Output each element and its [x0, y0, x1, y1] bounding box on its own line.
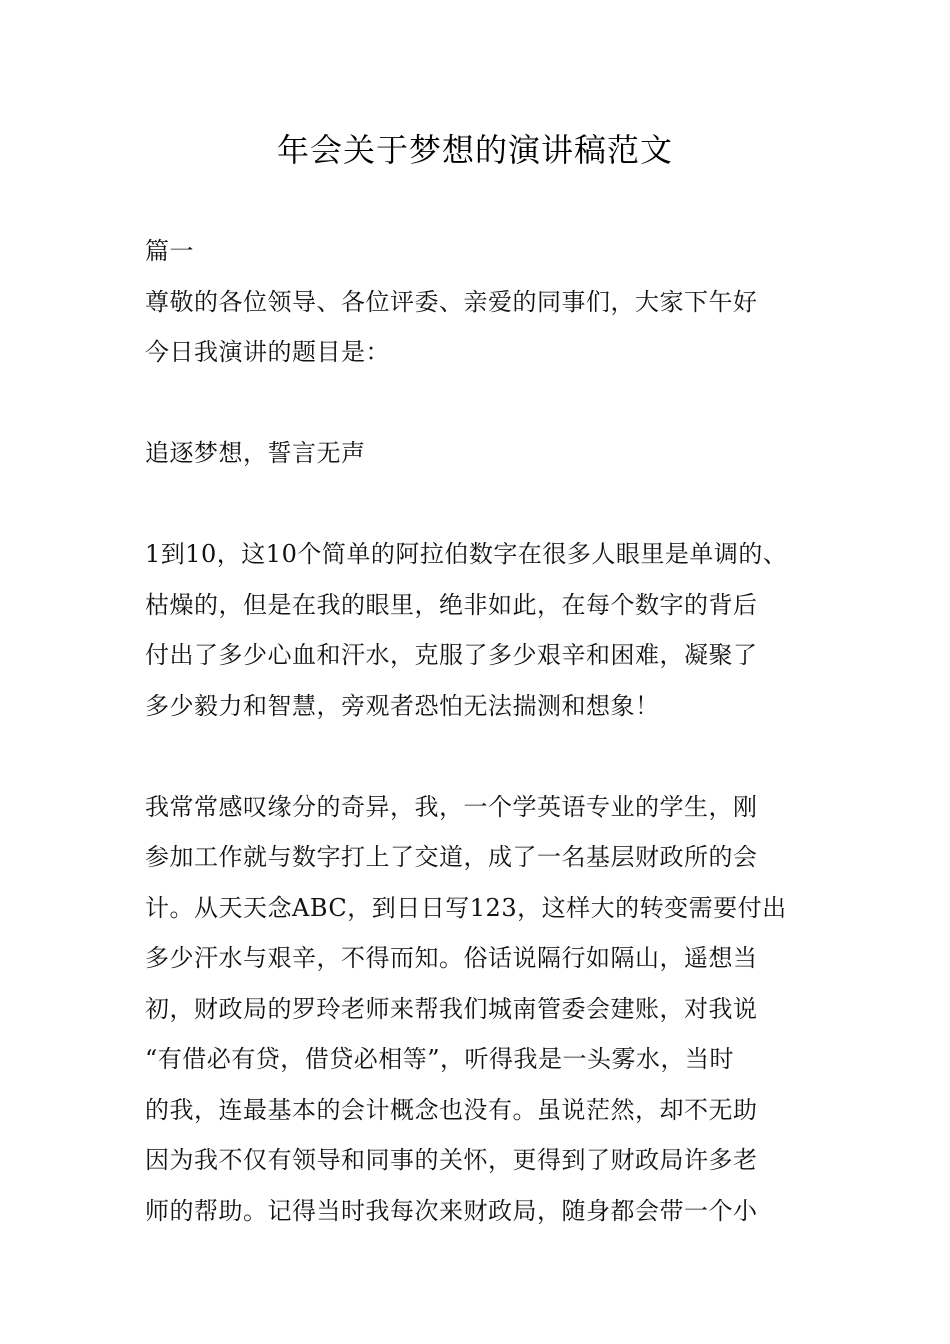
paragraph-line: 多少毅力和智慧，旁观者恐怕无法揣测和想象！: [145, 691, 660, 720]
paragraph-line: 师的帮助。记得当时我每次来财政局，随身都会带一个小: [145, 1196, 758, 1225]
paragraph-line: 初，财政局的罗玲老师来帮我们城南管委会建账，对我说: [145, 994, 758, 1023]
paragraph-line: 追逐梦想，誓言无声: [145, 439, 366, 467]
paragraph-line: “有借必有贷，借贷必相等”，听得我是一头雾水，当时: [145, 1045, 735, 1073]
document-body: [145, 226, 845, 1236]
paragraph-line: 篇一: [145, 237, 194, 265]
document-title: 年会关于梦想的演讲稿范文: [276, 131, 673, 169]
paragraph-line: 多少汗水与艰辛，不得而知。俗话说隔行如隔山，遥想当: [145, 944, 758, 972]
paragraph-line: 1到10，这10个简单的阿拉伯数字在很多人眼里是单调的、: [145, 540, 788, 568]
paragraph-line: 参加工作就与数字打上了交道，成了一名基层财政所的会: [145, 843, 758, 871]
blank-line: [145, 731, 845, 782]
paragraph-line: 计。从天天念ABC，到日日写123，这样大的转变需要付出: [145, 893, 787, 922]
blank-line: [145, 378, 845, 429]
paragraph-line: 我常常感叹缘分的奇异，我，一个学英语专业的学生，刚: [145, 792, 758, 821]
paragraph-line: 因为我不仅有领导和同事的关怀，更得到了财政局许多老: [145, 1146, 758, 1174]
paragraph-line: 枯燥的，但是在我的眼里，绝非如此，在每个数字的背后: [145, 590, 758, 619]
paragraph-line: 的我，连最基本的会计概念也没有。虽说茫然，却不无助: [145, 1095, 758, 1124]
paragraph-line: 付出了多少心血和汗水，克服了多少艰辛和困难，凝聚了: [145, 641, 758, 669]
paragraph-line: 今日我演讲的题目是：: [145, 338, 390, 366]
paragraph-line: 尊敬的各位领导、各位评委、亲爱的同事们，大家下午好: [145, 287, 758, 316]
blank-line: [145, 479, 845, 530]
